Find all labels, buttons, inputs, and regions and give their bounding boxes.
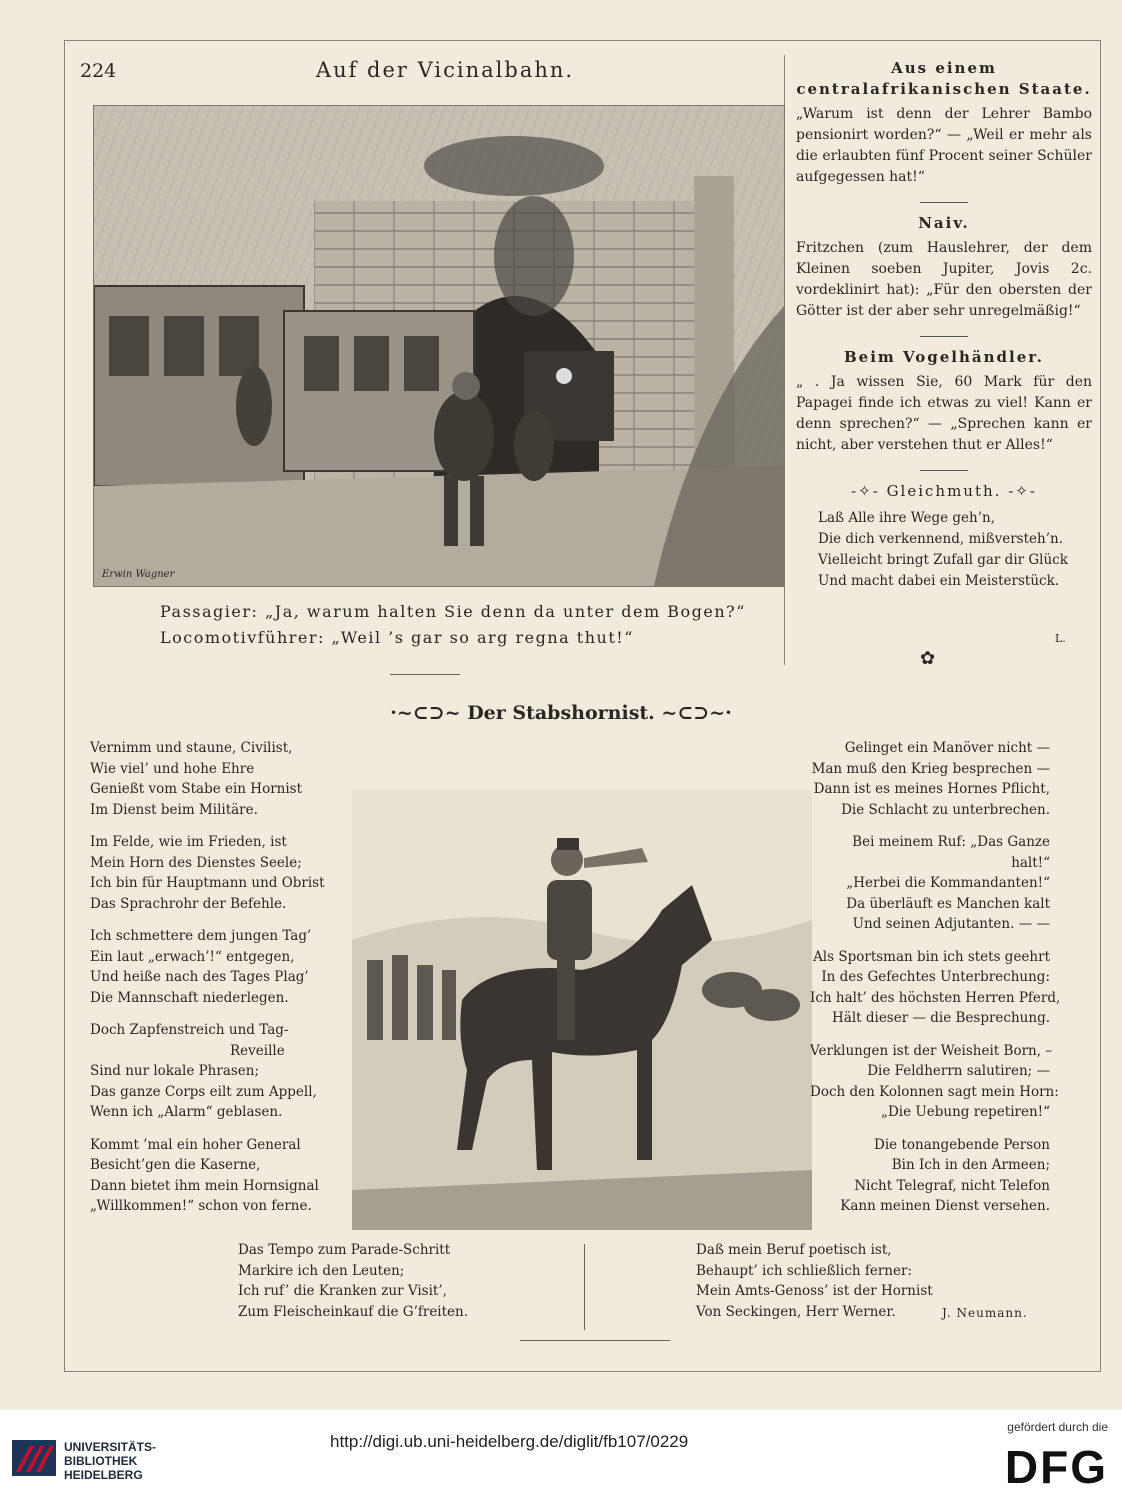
bottom-column-divider (584, 1244, 585, 1330)
poem-line: Hält dieser — die Besprechung. (832, 1010, 1050, 1026)
poem-line: Kommt ’mal ein hoher General (90, 1136, 301, 1153)
section-title-gleichmuth (796, 481, 1092, 502)
poem-line: Markire ich den Leuten; (238, 1262, 405, 1279)
poem-title (0, 702, 1122, 724)
poem-line: Ich halt’ des höchsten Herren Pferd, (810, 989, 1061, 1006)
stanza (90, 1135, 325, 1217)
train-bridge-drawing (94, 106, 784, 586)
poem-bottom-right (696, 1240, 933, 1322)
text-vogelhaendler: „ . Ja wissen Sie, 60 Mark für den Papagei finde ich etwas zu viel! Kann er denn sprechen?“ — „Sprechen kann er nicht, aber verstehen thut er Alles!“ (796, 374, 1092, 453)
stanza (90, 832, 325, 914)
poem-line: Verklungen ist der Weisheit Born, – (810, 1042, 1053, 1059)
library-line: BIBLIOTHEK (64, 1454, 138, 1468)
poem-author: J. Neumann. (942, 1306, 1028, 1320)
poem-line: Ich schmettere dem jungen Tag’ (90, 928, 312, 944)
poem-left-column (90, 738, 325, 1229)
poem-line: Daß mein Beruf poetisch ist, (696, 1242, 892, 1258)
poem-line: Und seinen Adjutanten. — — (852, 916, 1050, 932)
poem-line: Bei meinem Ruf: „Das Ganze (852, 834, 1050, 850)
poem-line: Mein Amts-Genoss’ ist der Hornist (696, 1283, 933, 1299)
poem-line: Vernimm und staune, Civilist, (90, 740, 293, 756)
poem-line: Die Feldherrn salutiren; — (867, 1063, 1050, 1079)
poem-line: Die dich verkennend, mißversteh’n. (818, 531, 1063, 547)
stanza (90, 1020, 325, 1123)
poem-line: Man muß den Krieg besprechen — (811, 760, 1050, 777)
library-name (64, 1440, 156, 1482)
gleichmuth-title-text: Gleichmuth. (886, 482, 1002, 500)
poem-line: Da überläuft es Manchen kalt (846, 895, 1050, 912)
poem-line: Im Felde, wie im Frieden, ist (90, 834, 287, 850)
caption-driver: Locomotivführer: „Weil ’s gar so arg regna thut!“ (160, 628, 634, 647)
library-line: UNIVERSITÄTS- (64, 1440, 157, 1454)
poem-line: Und heiße nach des Tages Plag’ (90, 969, 309, 985)
footer-bar (0, 1410, 1122, 1503)
poem-line: Vielleicht bringt Zufall gar dir Glück (818, 552, 1068, 568)
poem-line: Dann ist es meines Hornes Pflicht, (813, 781, 1050, 797)
section-title-centralafrika: Aus einem centralafrikanischen Staate. (796, 59, 1092, 98)
library-line: HEIDELBERG (64, 1468, 143, 1482)
poem-line: Bin Ich in den Armeen; (891, 1157, 1050, 1173)
poem-line: Das ganze Corps eilt zum Appell, (90, 1083, 317, 1100)
ornament-right-icon: ~⊂⊃~· (654, 702, 732, 724)
poem-line: Genießt vom Stabe ein Hornist (90, 781, 303, 797)
poem-line: Reveille (230, 1042, 285, 1059)
poem-gleichmuth (796, 508, 1092, 592)
poem-line: „Willkommen!“ schon von ferne. (90, 1198, 312, 1214)
funded-by-label: gefördert durch die (1007, 1420, 1108, 1434)
poem-line: „Herbei die Kommandanten!“ (846, 875, 1050, 891)
section-title-naiv: Naiv. (918, 214, 970, 232)
train-illustration (93, 105, 785, 587)
poem-line: Die tonangebende Person (874, 1136, 1050, 1153)
poem-line: Besicht’gen die Kaserne, (90, 1157, 261, 1173)
section-divider (920, 336, 968, 337)
signature-l: L. (1055, 632, 1066, 645)
section-title-vogelhaendler: Beim Vogelhändler. (843, 348, 1045, 366)
dfg-logo[interactable]: DFG (1004, 1441, 1108, 1493)
ornament-left-icon: ·~⊂⊃~ (390, 702, 468, 724)
stanza (810, 1135, 1050, 1217)
section-divider (920, 470, 968, 471)
poem-line: Kann meinen Dienst versehen. (840, 1198, 1050, 1214)
poem-line: Im Dienst beim Militäre. (90, 801, 258, 818)
poem-title-text: Der Stabshornist. (467, 702, 655, 724)
poem-line: Das Tempo zum Parade-Schritt (238, 1242, 451, 1258)
stanza (810, 832, 1050, 935)
poem-line: Wie viel’ und hohe Ehre (90, 760, 255, 777)
poem-line: Behaupt’ ich schließlich ferner: (696, 1262, 912, 1279)
poem-line: Dann bietet ihm mein Hornsignal (90, 1177, 319, 1194)
poem-line: Ein laut „erwach’!“ entgegen, (90, 948, 295, 965)
stanza (90, 926, 325, 1008)
artist-signature: Erwin Wagner (102, 569, 175, 580)
horse-rider-drawing (352, 790, 812, 1230)
poem-line: Mein Horn des Dienstes Seele; (90, 854, 302, 871)
text-centralafrika: „Warum ist denn der Lehrer Bambo pensionirt worden?“ — „Weil er mehr als die erlaubten fünf Procent seiner Schüler aufgegessen hat!“ (796, 106, 1092, 185)
end-rule (520, 1340, 670, 1341)
ornament-icon: -✧- (851, 482, 887, 500)
ornament-icon: -✧- (1001, 482, 1037, 500)
library-emblem-icon (10, 1432, 58, 1480)
caption-passenger: Passagier: „Ja, warum halten Sie denn da unter dem Bogen?“ (160, 602, 746, 621)
flourish-icon: ✿ (920, 648, 936, 669)
university-library-logo[interactable] (10, 1432, 58, 1484)
text-naiv: Fritzchen (zum Hauslehrer, der dem Kleinen soeben Jupiter, Jovis 2c. vordeklinirt hat): „Für den obersten der Götter ist der aber sehr unregelmäßig!“ (796, 240, 1092, 319)
poem-line: Doch Zapfenstreich und Tag- (90, 1022, 289, 1038)
poem-line: halt!“ (1011, 854, 1050, 871)
poem-line: Und macht dabei ein Meisterstück. (818, 573, 1060, 589)
poem-line: Als Sportsman bin ich stets geehrt (813, 948, 1050, 965)
poem-line: Wenn ich „Alarm“ geblasen. (90, 1104, 283, 1120)
poem-bottom-left (238, 1240, 468, 1322)
stanza (810, 947, 1061, 1029)
poem-line: Sind nur lokale Phrasen; (90, 1063, 260, 1079)
running-title: Auf der Vicinalbahn. (315, 58, 575, 82)
poem-right-column (810, 738, 1061, 1229)
poem-line: In des Gefechtes Unterbrechung: (821, 969, 1050, 985)
stanza (810, 1041, 1059, 1123)
stanza (810, 738, 1050, 820)
poem-line: Von Seckingen, Herr Werner. (696, 1303, 896, 1320)
section-rule (390, 674, 460, 675)
section-divider (920, 202, 968, 203)
poem-line: Ich bin für Hauptmann und Obrist (90, 875, 325, 891)
poem-line: Laß Alle ihre Wege geh’n, (818, 510, 996, 526)
source-url-link[interactable]: http://digi.ub.uni-heidelberg.de/diglit/fb107/0229 (330, 1432, 689, 1451)
poem-line: Die Mannschaft niederlegen. (90, 989, 289, 1006)
poem-line: Das Sprachrohr der Befehle. (90, 895, 287, 912)
page-number: 224 (80, 60, 117, 82)
poem-line: „Die Uebung repetiren!“ (880, 1104, 1050, 1120)
poem-line: Ich ruf’ die Kranken zur Visit’, (238, 1283, 447, 1299)
poem-line: Nicht Telegraf, nicht Telefon (854, 1177, 1050, 1194)
right-column (796, 58, 1092, 592)
poem-line: Gelinget ein Manöver nicht — (844, 740, 1050, 756)
stanza (90, 738, 325, 820)
poem-line: Zum Fleischeinkauf die G’freiten. (238, 1303, 469, 1320)
poem-line: Doch den Kolonnen sagt mein Horn: (810, 1083, 1059, 1100)
hornist-illustration (352, 790, 812, 1230)
poem-line: Die Schlacht zu unterbrechen. (841, 801, 1050, 818)
